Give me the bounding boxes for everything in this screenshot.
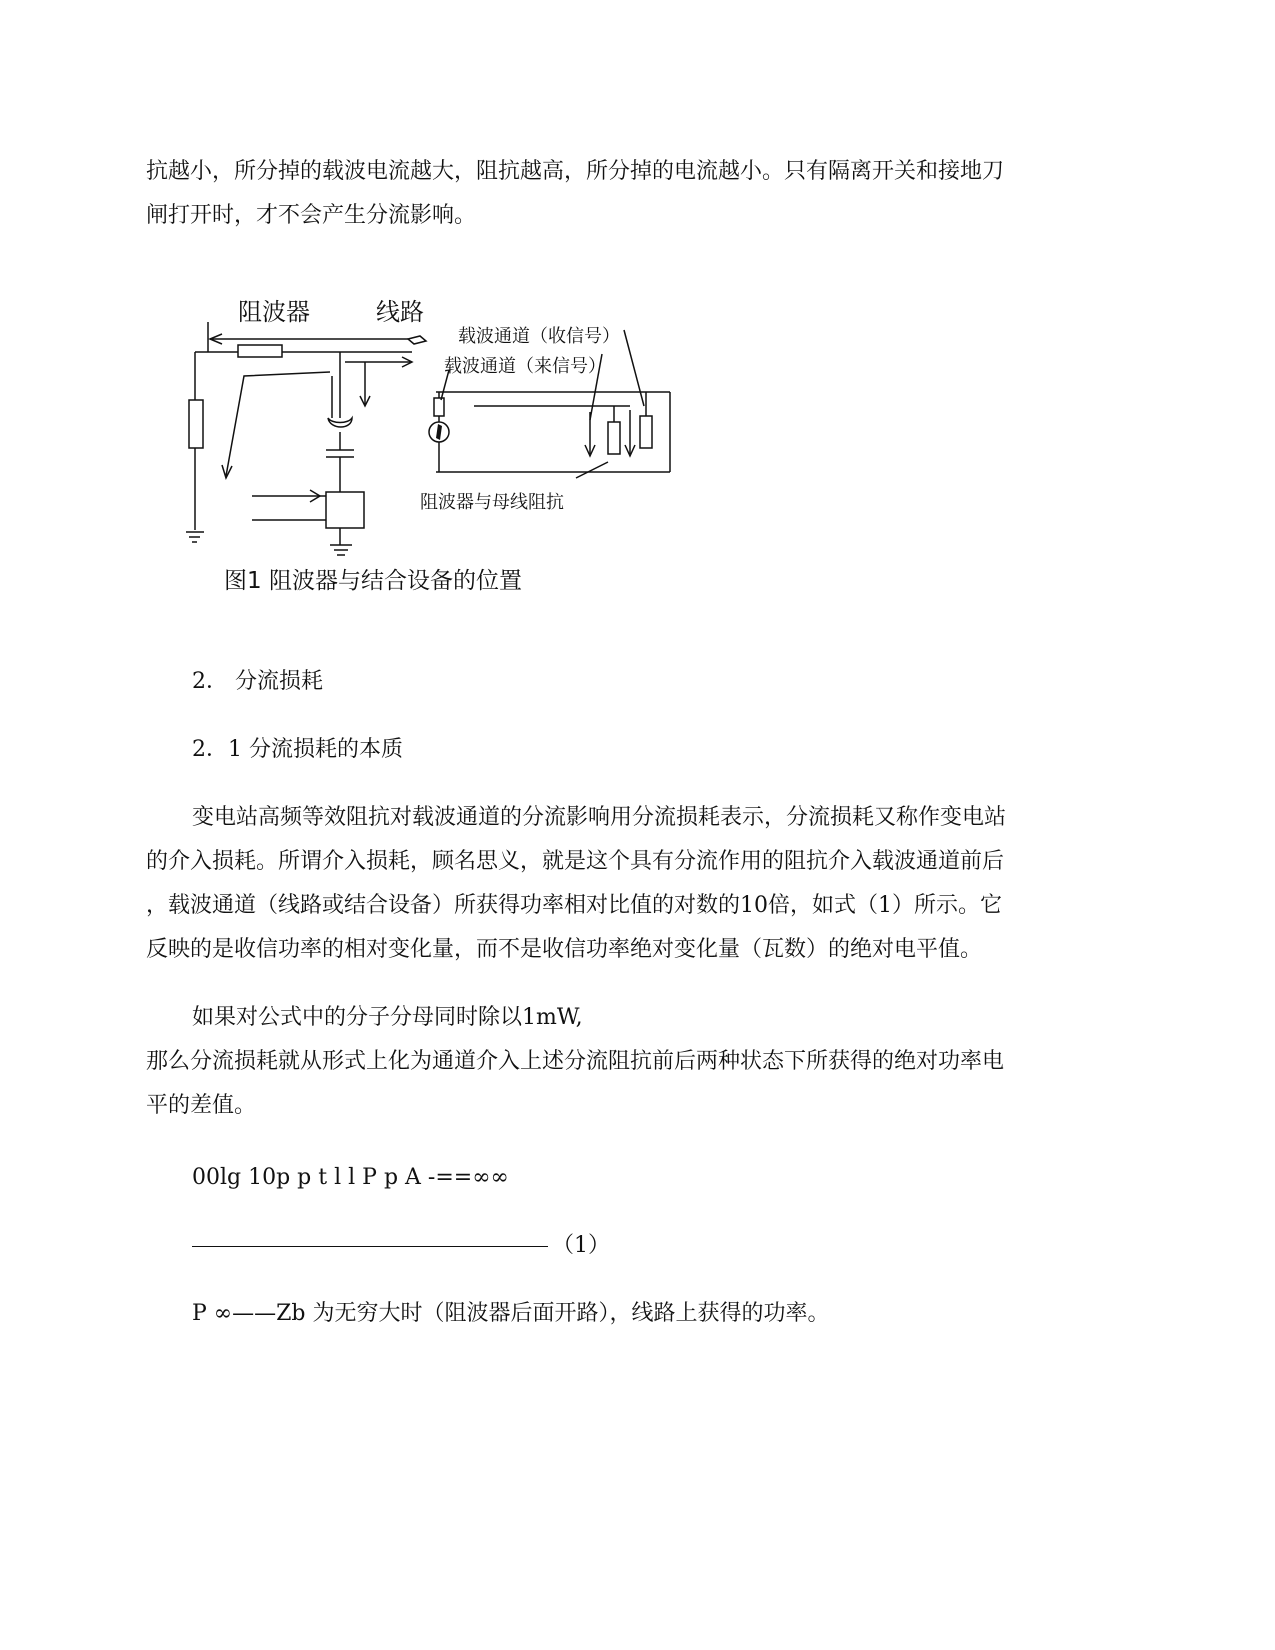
label-line: 线路 [376, 298, 424, 326]
label-carrier-receive: 载波通道（收信号） [458, 326, 620, 347]
signal-source [429, 422, 449, 442]
para1-line-2: 的介入损耗。所谓介入损耗，顾名思义，就是这个具有分流作用的阻抗介入载波通道前后 [146, 849, 1005, 874]
coupling-device [326, 492, 364, 528]
para1-line-1: 变电站高频等效阻抗对载波通道的分流影响用分流损耗表示，分流损耗又称作变电站 [192, 805, 1007, 830]
label-carrier-send: 载波通道（来信号） [444, 356, 606, 377]
source-resistor [434, 398, 444, 416]
line-trap [238, 345, 282, 357]
formula-number: （1） [552, 1233, 610, 1258]
label-line-trap: 阻波器 [238, 298, 310, 326]
label-trap-bus-impedance: 阻波器与母线阻抗 [420, 492, 564, 513]
para1-line-3: ，载波通道（线路或结合设备）所获得功率相对比值的对数的10倍，如式（1）所示。它 [146, 893, 1002, 918]
figure-caption: 图1 阻波器与结合设备的位置 [224, 568, 522, 594]
intro-line-1: 抗越小，所分掉的载波电流越大，阻抗越高，所分掉的电流越小。只有隔离开关和接地刀 [146, 159, 1005, 184]
resistor-left [189, 400, 203, 448]
intro-line-2: 闸打开时，才不会产生分流影响。 [146, 203, 477, 228]
para2-line-1: 如果对公式中的分子分母同时除以1mW, [192, 1005, 583, 1030]
formula-text: 00lg 10p p t l l P p A -==∞∞ [192, 1165, 509, 1190]
section-subheading: 2．1 分流损耗的本质 [192, 737, 403, 762]
impedance-1 [608, 422, 620, 454]
definition-text: P ∞——Zb 为无穷大时（阻波器后面开路），线路上获得的功率。 [192, 1301, 830, 1326]
para2-line-2: 那么分流损耗就从形式上化为通道介入上述分流阻抗前后两种状态下所获得的绝对功率电 [146, 1049, 1005, 1074]
section-heading: 2． 分流损耗 [192, 669, 323, 694]
formula-rule [192, 1246, 548, 1247]
para1-line-4: 反映的是收信功率的相对变化量，而不是收信功率绝对变化量（瓦数）的绝对电平值。 [146, 937, 983, 962]
impedance-2 [640, 416, 652, 448]
para2-line-3: 平的差值。 [146, 1093, 257, 1118]
